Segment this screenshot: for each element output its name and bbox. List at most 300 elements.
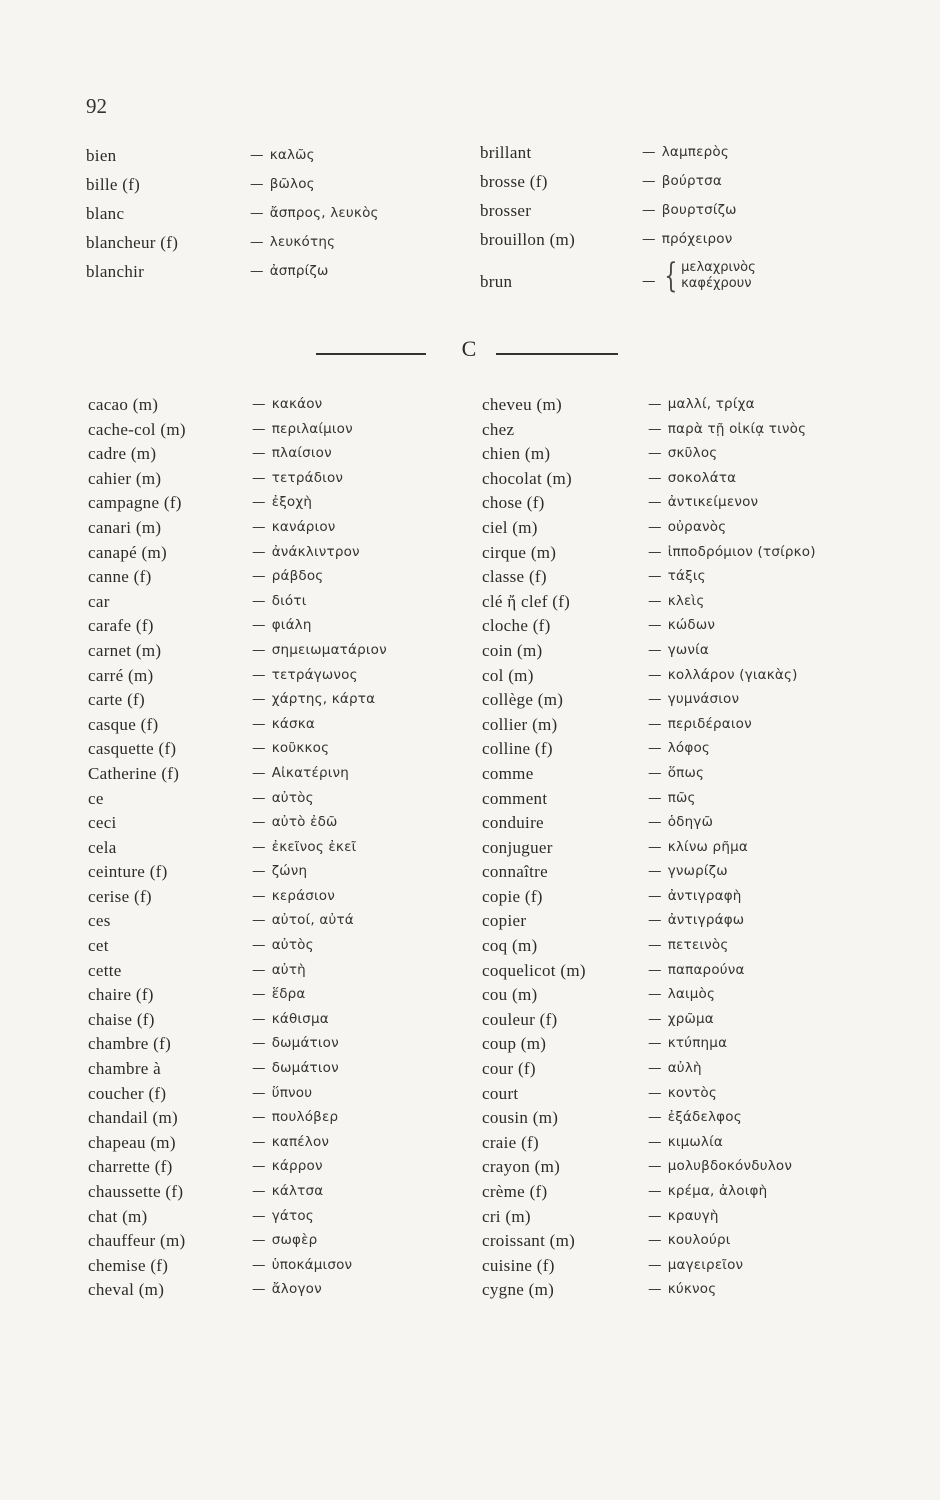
greek-word: ἐκεῖνος ἐκεῖ: [271, 838, 357, 855]
dash-separator: —: [252, 1109, 266, 1126]
dash-separator: —: [648, 838, 662, 855]
greek-translation: [648, 765, 704, 781]
entry-row: [482, 666, 912, 691]
greek-translation: [252, 937, 314, 953]
greek-translation: [648, 568, 706, 584]
greek-word: ἀσπρίζω: [269, 263, 329, 279]
dash-separator: —: [252, 814, 266, 831]
greek-word: φιάλη: [271, 617, 312, 634]
greek-word: βούρτσα: [661, 173, 722, 189]
greek-word: βῶλος: [269, 176, 315, 192]
dash-separator: —: [648, 420, 662, 437]
french-word: conduire: [482, 813, 544, 833]
entry-row: [482, 961, 912, 986]
greek-translation-group: [642, 256, 756, 296]
dash-separator: —: [252, 961, 266, 978]
greek-word: σοκολάτα: [667, 469, 737, 486]
entry-row: [482, 395, 912, 420]
entry-row: [88, 567, 468, 592]
entry-row: [482, 493, 912, 518]
french-word: chaussette (f): [88, 1182, 184, 1201]
greek-word: λαμπερὸς: [661, 144, 729, 160]
header-rule-right: [496, 353, 618, 355]
dash-separator: —: [252, 1084, 266, 1101]
greek-translation: [252, 396, 322, 412]
greek-word: κλεὶς: [667, 592, 705, 609]
dash-separator: —: [250, 176, 264, 192]
dash-separator: —: [648, 1207, 662, 1224]
french-word: comme: [482, 763, 534, 783]
greek-translation: [252, 765, 349, 781]
greek-word: λαιμὸς: [667, 986, 716, 1003]
greek-translation: [642, 144, 729, 160]
greek-word: οὐρανὸς: [667, 518, 727, 535]
greek-word: κεράσιον: [271, 887, 335, 904]
greek-translation: [250, 234, 335, 250]
greek-translation: [252, 1035, 339, 1051]
french-word: chez: [482, 419, 515, 439]
french-word: canne (f): [88, 567, 152, 587]
greek-translation: [648, 814, 713, 830]
greek-translation: [648, 519, 726, 535]
greek-word: αὐτὸ ἐδῶ: [271, 814, 338, 831]
greek-translation: [252, 1060, 339, 1076]
french-word: casquette (f): [88, 739, 177, 759]
greek-word: δωμάτιον: [271, 1060, 339, 1077]
french-word: classe (f): [482, 567, 547, 587]
entry-row: [88, 690, 468, 715]
entry-row: [88, 1182, 468, 1207]
greek-word: κοῦκκος: [271, 740, 330, 757]
entry-row: [88, 838, 468, 863]
greek-word: ὁδηγῶ: [667, 814, 714, 831]
entry-row: [482, 567, 912, 592]
entry-row: [482, 715, 912, 740]
dash-separator: —: [648, 1010, 662, 1027]
dash-separator: —: [252, 1133, 266, 1150]
dash-separator: —: [250, 263, 264, 279]
dash-separator: —: [648, 1232, 662, 1249]
greek-word: κανάριον: [271, 518, 336, 535]
greek-translation: [648, 962, 745, 978]
dash-separator: —: [252, 469, 266, 486]
french-word: clé ἤ clef (f): [482, 591, 571, 611]
section-c-left-column: [88, 395, 468, 1305]
greek-word: ράβδος: [271, 568, 324, 585]
entry-row: [88, 1157, 468, 1182]
entry-row: [86, 262, 456, 291]
dash-separator: —: [252, 986, 266, 1003]
entry-row: [86, 233, 456, 262]
entry-row: [482, 1157, 912, 1182]
dash-separator: —: [252, 740, 266, 757]
french-word: brosser: [480, 201, 532, 220]
greek-word: ὅπως: [667, 764, 705, 781]
french-word: canari (m): [88, 517, 162, 537]
entry-row: [88, 961, 468, 986]
section-c-header: [316, 336, 622, 366]
entry-row: [88, 592, 468, 617]
greek-translation: [648, 1208, 719, 1224]
entry-row: [86, 175, 456, 204]
greek-word: ζώνη: [271, 863, 308, 880]
french-word: cuisine (f): [482, 1255, 555, 1275]
french-word: craie (f): [482, 1132, 539, 1152]
entry-row: [88, 395, 468, 420]
greek-translation: [252, 986, 306, 1002]
greek-word: κακάον: [271, 396, 323, 412]
greek-translation: [252, 470, 343, 486]
greek-word: ὕπνου: [271, 1084, 313, 1101]
french-word: cette: [88, 960, 122, 980]
dash-separator: —: [252, 838, 266, 855]
greek-word: μαγειρεῖον: [667, 1256, 744, 1273]
dash-separator: —: [648, 1084, 662, 1101]
entry-row: [482, 1059, 912, 1084]
french-word: coq (m): [482, 936, 538, 956]
dash-separator: —: [648, 518, 662, 535]
french-word: carafe (f): [88, 616, 154, 636]
french-word: ceci: [88, 813, 117, 833]
dash-separator: —: [648, 641, 662, 658]
greek-translation: [648, 494, 758, 510]
dash-separator: —: [648, 1281, 662, 1298]
french-word: brun: [480, 272, 513, 291]
entry-row: [482, 1133, 912, 1158]
greek-word: αὐλὴ: [667, 1060, 702, 1077]
entry-row: [88, 764, 468, 789]
french-word: ces: [88, 911, 111, 931]
french-word: blanchir: [86, 262, 145, 281]
greek-translation: [252, 494, 312, 510]
dash-separator: —: [648, 666, 662, 683]
dash-separator: —: [648, 494, 662, 511]
greek-word: ἐξοχὴ: [271, 494, 313, 511]
entry-row: [480, 172, 900, 201]
french-word: bien: [86, 146, 117, 165]
french-word: collège (m): [482, 690, 564, 710]
dash-separator: —: [252, 887, 266, 904]
greek-translation: [252, 740, 329, 756]
page-number: 92: [86, 94, 107, 118]
greek-word: κλίνω ρῆμα: [667, 838, 748, 855]
greek-translation: [250, 147, 315, 163]
greek-word: παπαρούνα: [667, 961, 745, 978]
greek-word: χρῶμα: [667, 1010, 714, 1027]
entry-row: [482, 1108, 912, 1133]
greek-translation: [648, 396, 755, 412]
entry-row: [88, 1034, 468, 1059]
french-word: chauffeur (m): [88, 1231, 186, 1251]
greek-translation: [648, 790, 696, 806]
greek-word: πουλόβερ: [271, 1109, 339, 1126]
dash-separator: —: [648, 814, 662, 831]
greek-translation: [648, 863, 728, 879]
dash-separator: —: [252, 1035, 266, 1052]
entry-row: [88, 813, 468, 838]
greek-translation: [648, 1060, 702, 1076]
greek-translation: [252, 912, 354, 928]
dash-separator: —: [648, 1060, 662, 1077]
greek-translation: [648, 691, 739, 707]
dash-separator: —: [648, 863, 662, 880]
greek-translation: [648, 937, 728, 953]
entry-row: [482, 616, 912, 641]
greek-translation: [252, 1257, 352, 1273]
greek-word: πετεινὸς: [667, 937, 729, 954]
entry-row: [88, 715, 468, 740]
entry-row: [482, 1182, 912, 1207]
entry-row: [482, 862, 912, 887]
entry-row: [482, 518, 912, 543]
greek-word: ἀντιγραφὴ: [667, 887, 742, 904]
greek-word: ἐξάδελφος: [667, 1109, 742, 1126]
greek-word: αὐτοί, αὐτά: [271, 912, 354, 929]
dash-separator: —: [252, 912, 266, 929]
entry-row: [482, 887, 912, 912]
greek-translation: [252, 519, 336, 535]
greek-translation: [252, 1109, 338, 1125]
french-word: cacao (m): [88, 395, 159, 414]
french-word: col (m): [482, 665, 534, 685]
french-word: coucher (f): [88, 1083, 167, 1103]
french-word: coquelicot (m): [482, 960, 586, 980]
dash-separator: —: [642, 173, 656, 189]
greek-word: λευκότης: [269, 234, 336, 250]
french-word: campagne (f): [88, 493, 182, 513]
greek-translation: [648, 1109, 742, 1125]
greek-word: κιμωλία: [667, 1133, 723, 1150]
french-word: cloche (f): [482, 616, 551, 636]
greek-translation: [252, 814, 338, 830]
greek-alternatives: [681, 260, 756, 292]
french-word: Catherine (f): [88, 763, 180, 783]
dash-separator: —: [648, 937, 662, 954]
french-word: chapeau (m): [88, 1132, 176, 1152]
french-word: conjuguer: [482, 837, 553, 857]
entry-row: [88, 1231, 468, 1256]
dash-separator: —: [252, 789, 266, 806]
greek-translation: [252, 1232, 317, 1248]
greek-word: ἄσπρος, λευκὸς: [269, 205, 379, 221]
greek-word: μελαχρινὸς: [681, 260, 756, 275]
greek-translation: [648, 912, 744, 928]
entry-row: [482, 739, 912, 764]
entry-row: [482, 1256, 912, 1281]
greek-word: καπέλον: [271, 1133, 330, 1150]
greek-word: κώδων: [667, 617, 716, 634]
entry-row: [482, 936, 912, 961]
dash-separator: —: [252, 666, 266, 683]
entry-row: [88, 1280, 468, 1305]
french-word: cache-col (m): [88, 419, 186, 439]
greek-translation: [252, 1011, 329, 1027]
greek-word: μολυβδοκόνδυλον: [667, 1158, 793, 1175]
french-word: croissant (m): [482, 1231, 576, 1251]
dash-separator: —: [648, 764, 662, 781]
greek-translation: [250, 205, 379, 221]
greek-word: ὑποκάμισον: [271, 1256, 353, 1273]
greek-word: χάρτης, κάρτα: [271, 691, 376, 708]
french-word: couleur (f): [482, 1009, 558, 1029]
entry-row: [88, 739, 468, 764]
greek-word: καφέχρουν: [681, 276, 752, 291]
greek-word: ἀντιγράφω: [667, 912, 745, 929]
entry-row: [88, 1207, 468, 1232]
greek-translation: [252, 962, 306, 978]
dash-separator: —: [642, 144, 656, 160]
greek-translation: [252, 888, 335, 904]
greek-word: σωφὲρ: [271, 1232, 318, 1249]
french-word: chose (f): [482, 493, 545, 513]
french-word: charrette (f): [88, 1157, 173, 1177]
entry-row: [482, 469, 912, 494]
greek-word: ἱπποδρόμιον (τσίρκο): [667, 543, 816, 560]
french-word: chocolat (m): [482, 468, 572, 488]
greek-translation: [648, 716, 752, 732]
french-word: brosse (f): [480, 172, 548, 191]
dash-separator: —: [252, 764, 266, 781]
greek-translation: [642, 173, 722, 189]
greek-translation: [648, 470, 736, 486]
dash-separator: —: [252, 568, 266, 585]
french-word: ciel (m): [482, 517, 538, 537]
dash-separator: —: [648, 445, 662, 462]
entry-row: [88, 887, 468, 912]
dash-separator: —: [648, 691, 662, 708]
dash-separator: —: [648, 617, 662, 634]
greek-translation: [648, 1035, 727, 1051]
section-c-right-column: [482, 395, 912, 1305]
greek-word: Αἰκατέρινη: [271, 764, 350, 781]
entry-row: [88, 985, 468, 1010]
french-word: carré (m): [88, 665, 154, 685]
greek-translation: [642, 231, 733, 247]
greek-word: πλαίσιον: [271, 445, 332, 462]
greek-word: περιλαίμιον: [271, 420, 353, 437]
greek-word: αὐτὸς: [271, 937, 314, 954]
dash-separator: —: [648, 1183, 662, 1199]
dash-separator: —: [648, 986, 662, 1003]
french-word: cadre (m): [88, 444, 157, 464]
entry-row: [86, 146, 456, 175]
dash-separator: —: [252, 1158, 266, 1175]
entry-row: [482, 543, 912, 568]
dash-separator: —: [648, 789, 662, 806]
greek-word: τάξις: [667, 568, 706, 585]
greek-translation: [252, 617, 312, 633]
french-word: bille (f): [86, 175, 141, 194]
section-letter: C: [461, 336, 477, 361]
french-word: cour (f): [482, 1059, 536, 1079]
dash-separator: —: [642, 231, 656, 247]
french-word: cela: [88, 837, 117, 857]
entry-row: [482, 764, 912, 789]
greek-translation: [648, 1134, 723, 1150]
greek-translation: [648, 421, 806, 437]
greek-word: ἕδρα: [271, 986, 306, 1003]
entry-row: [480, 143, 900, 172]
dash-separator: —: [648, 961, 662, 978]
french-word: carte (f): [88, 690, 145, 710]
greek-translation: [252, 1208, 314, 1224]
greek-translation: [648, 1183, 767, 1199]
greek-translation: [250, 176, 315, 192]
greek-word: αὐτὸς: [271, 789, 314, 806]
greek-translation: [648, 1257, 743, 1273]
greek-word: κτύπημα: [667, 1035, 728, 1052]
greek-translation: [648, 1281, 716, 1297]
french-word: copier: [482, 911, 527, 931]
dash-separator: —: [250, 234, 264, 250]
greek-translation: [648, 544, 816, 560]
greek-word: σημειωματάριον: [271, 641, 387, 658]
greek-word: τετράδιον: [271, 469, 344, 486]
greek-word: τετράγωνος: [271, 666, 358, 683]
greek-word: γάτος: [271, 1207, 314, 1224]
greek-word: πῶς: [667, 789, 696, 806]
greek-translation: [648, 1085, 717, 1101]
french-word: copie (f): [482, 886, 543, 906]
section-b-right-column: [480, 143, 900, 301]
dash-separator: —: [648, 1256, 662, 1273]
greek-translation: [648, 667, 798, 683]
greek-word: κάλτσα: [271, 1183, 324, 1199]
entry-row: [482, 444, 912, 469]
entry-row: [88, 493, 468, 518]
entry-row: [88, 1059, 468, 1084]
dash-separator: —: [252, 617, 266, 634]
entry-row: [88, 543, 468, 568]
entry-row: [482, 690, 912, 715]
french-word: casque (f): [88, 714, 159, 734]
dash-separator: —: [250, 205, 264, 221]
greek-translation: [648, 740, 710, 756]
french-word: car: [88, 591, 110, 611]
french-word: chambre à: [88, 1059, 162, 1079]
french-word: canapé (m): [88, 542, 167, 562]
entry-row: [88, 469, 468, 494]
greek-word: αὐτὴ: [271, 961, 306, 978]
dash-separator: —: [252, 518, 266, 535]
entry-row: [482, 789, 912, 814]
greek-word: κύκνος: [667, 1281, 717, 1298]
greek-translation: [648, 888, 742, 904]
greek-word: περιδέραιον: [667, 715, 752, 732]
dash-separator: —: [250, 147, 264, 163]
french-word: cheval (m): [88, 1280, 165, 1300]
dash-separator: —: [642, 202, 656, 218]
entry-row: [482, 1010, 912, 1035]
entry-row: [482, 592, 912, 617]
entry-row: [88, 1084, 468, 1109]
greek-word: ἀντικείμενον: [667, 494, 759, 511]
dash-separator: —: [252, 1232, 266, 1249]
greek-translation: [648, 839, 748, 855]
greek-word: παρὰ τῇ οἰκίᾳ τινὸς: [667, 420, 807, 437]
french-word: cri (m): [482, 1206, 531, 1226]
greek-word: πρόχειρον: [661, 231, 733, 247]
greek-translation: [252, 445, 332, 461]
greek-translation: [252, 790, 314, 806]
french-word: chaise (f): [88, 1009, 155, 1029]
greek-translation: [252, 544, 360, 560]
greek-translation: [642, 202, 737, 218]
french-word: cheveu (m): [482, 395, 562, 414]
entry-row: [482, 1084, 912, 1109]
french-word: blancheur (f): [86, 233, 179, 252]
dash-separator: —: [252, 1010, 266, 1027]
